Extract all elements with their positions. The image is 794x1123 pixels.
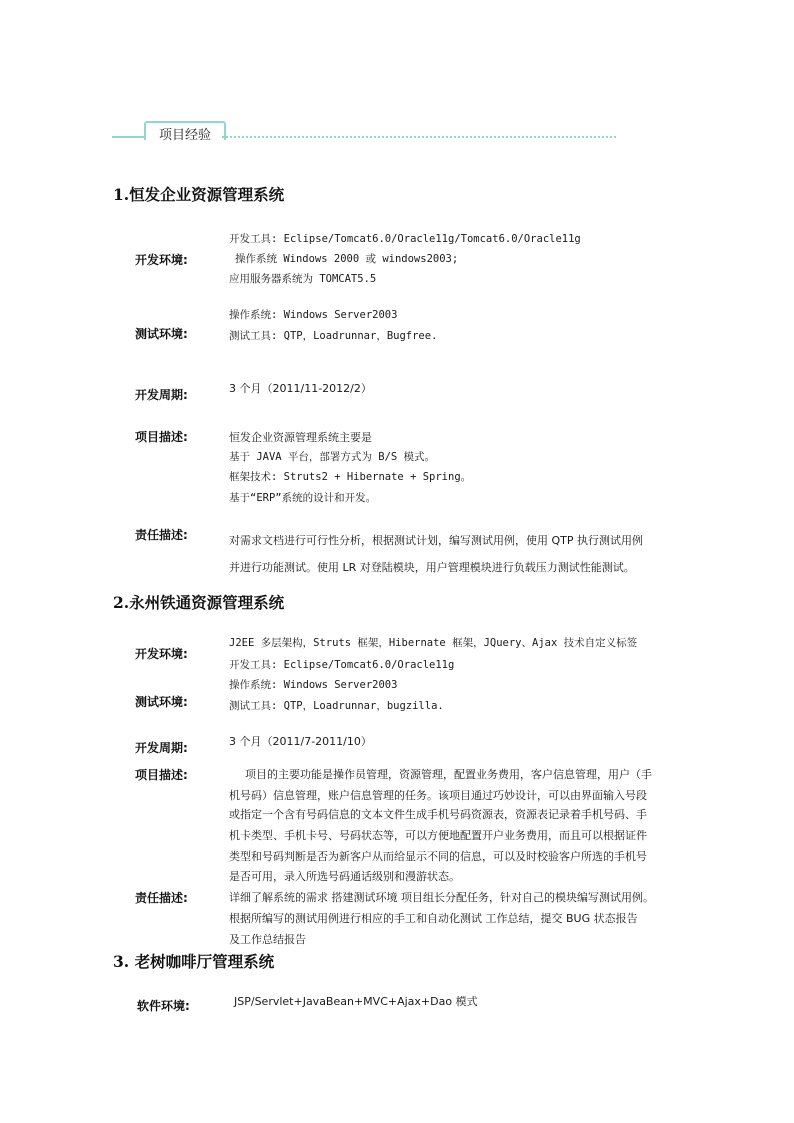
section-header-line [112,136,146,138]
period-label: 开发周期: [135,741,188,755]
desc-label: 项目描述: [135,768,188,782]
desc-line: 基于 JAVA 平台，部署方式为 B/S 模式。 [229,451,436,463]
test-env-label: 测试环境: [135,327,188,341]
dev-env-label: 开发环境: [135,647,188,661]
soft-env-label: 软件环境: [137,999,190,1013]
dev-env-line: J2EE 多层架构，Struts 框架，Hibernate 框架，JQuery、Ajax 技术自定义标签 [229,637,638,649]
desc-line: 项目的主要功能是操作员管理，资源管理，配置业务费用，客户信息管理，用户（手 [245,768,652,781]
period-value: 3 个月（2011/7-2011/10） [229,735,372,748]
desc-line: 是否可用，录入所选号码通话级别和漫游状态。 [229,870,460,883]
test-env-line: 测试工具: QTP，Loadrunnar，Bugfree. [229,330,438,342]
resp-line: 并进行功能测试。使用 LR 对登陆模块，用户管理模块进行负载压力测试性能测试。 [229,561,635,574]
section-header-tab [144,121,226,143]
desc-line: 类型和号码判断是否为新客户从而给显示不同的信息，可以及时校验客户所选的手机号 [229,850,647,863]
section-header-dotted-line [222,136,616,138]
desc-line: 或指定一个含有号码信息的文本文件生成手机号码资源表，资源表记录着手机号码、手 [229,808,647,821]
desc-line: 机号码）信息管理，账户信息管理的任务。该项目通过巧妙设计，可以由界面输入号段 [229,789,647,802]
resp-line: 对需求文档进行可行性分析，根据测试计划，编写测试用例，使用 QTP 执行测试用例 [229,534,644,547]
project-title: 3. 老树咖啡厅管理系统 [113,952,275,971]
resp-line: 详细了解系统的需求 搭建测试环境 项目组长分配任务，针对自己的模块编写测试用例。 [229,891,654,904]
dev-env-line: 开发工具: Eclipse/Tomcat6.0/Oracle11g [229,659,455,671]
desc-line: 框架技术: Struts2 + Hibernate + Spring。 [229,471,472,483]
test-env-line: 测试工具: QTP，Loadrunnar，bugzilla. [229,700,444,712]
dev-env-line: 应用服务器系统为 TOMCAT5.5 [229,273,377,285]
resp-label: 责任描述: [135,891,188,905]
resp-line: 根据所编写的测试用例进行相应的手工和自动化测试 工作总结，提交 BUG 状态报告 [229,912,638,925]
test-env-label: 测试环境: [135,695,188,709]
desc-line: 基于“ERP”系统的设计和开发。 [229,492,377,504]
section-header-title: 项目经验 [158,128,211,143]
test-env-line: 操作系统: Windows Server2003 [229,679,398,691]
resp-label: 责任描述: [135,528,188,542]
dev-env-line: 操作系统 Windows 2000 或 windows2003; [235,253,459,265]
resp-line: 及工作总结报告 [229,933,306,946]
period-label: 开发周期: [135,388,188,402]
project-title: 1.恒发企业资源管理系统 [113,185,285,204]
dev-env-line: 开发工具: Eclipse/Tomcat6.0/Oracle11g/Tomcat6.0/Oracle11g [229,233,581,245]
period-value: 3 个月（2011/11-2012/2） [229,382,372,395]
dev-env-label: 开发环境: [135,253,188,267]
desc-line: 机卡类型、手机卡号、号码状态等，可以方便地配置开户业务费用，而且可以根据证件 [229,829,647,842]
soft-env-value: JSP/Servlet+JavaBean+MVC+Ajax+Dao 模式 [234,995,478,1008]
test-env-line: 操作系统: Windows Server2003 [229,309,398,321]
project-title: 2.永州铁通资源管理系统 [113,593,285,612]
desc-label: 项目描述: [135,430,188,444]
desc-line: 恒发企业资源管理系统主要是 [229,431,372,444]
